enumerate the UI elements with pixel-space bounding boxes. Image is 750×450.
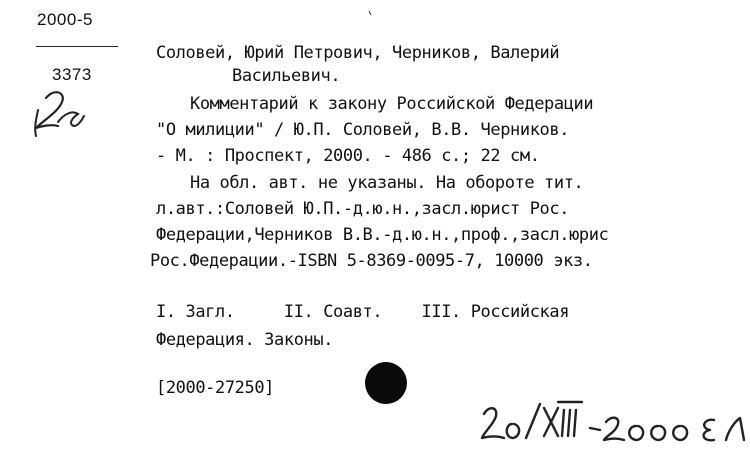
- year-code: 2000-5: [37, 10, 93, 29]
- call-number: 3373: [52, 65, 92, 84]
- entry-line-9: Рос.Федерации.-ISBN 5-8369-0095-7, 10000 экз.: [150, 251, 593, 271]
- entry-line-7: л.авт.:Соловей Ю.П.-д.ю.н.,засл.юрист Рос.: [156, 199, 570, 219]
- entry-line-2: Васильевич.: [232, 66, 341, 86]
- tracing-line-1: I. Загл. II. Соавт. III. Российская: [156, 302, 570, 322]
- entry-line-6: На обл. авт. не указаны. На обороте тит.: [190, 173, 584, 193]
- header-rule: [36, 46, 118, 47]
- accession-number: [2000-27250]: [156, 378, 275, 398]
- tracing-line-2: Федерация. Законы.: [156, 330, 334, 350]
- entry-line-4: "О милиции" / Ю.П. Соловей, В.В. Черников.: [156, 120, 570, 140]
- handwritten-shelf-mark: [28, 84, 88, 144]
- entry-line-5: - М. : Проспект, 2000. - 486 с.; 22 см.: [156, 146, 540, 166]
- handwritten-date: [478, 392, 750, 450]
- entry-line-1: Соловей, Юрий Петрович, Черников, Валерий: [156, 43, 560, 63]
- entry-line-8: Федерации,Черников В.В.-д.ю.н.,проф.,засл.юрис: [156, 225, 609, 245]
- punch-mark: [368, 0, 372, 4]
- filled-circle-mark: [365, 362, 407, 404]
- entry-line-3: Комментарий к закону Российской Федерации: [190, 94, 594, 114]
